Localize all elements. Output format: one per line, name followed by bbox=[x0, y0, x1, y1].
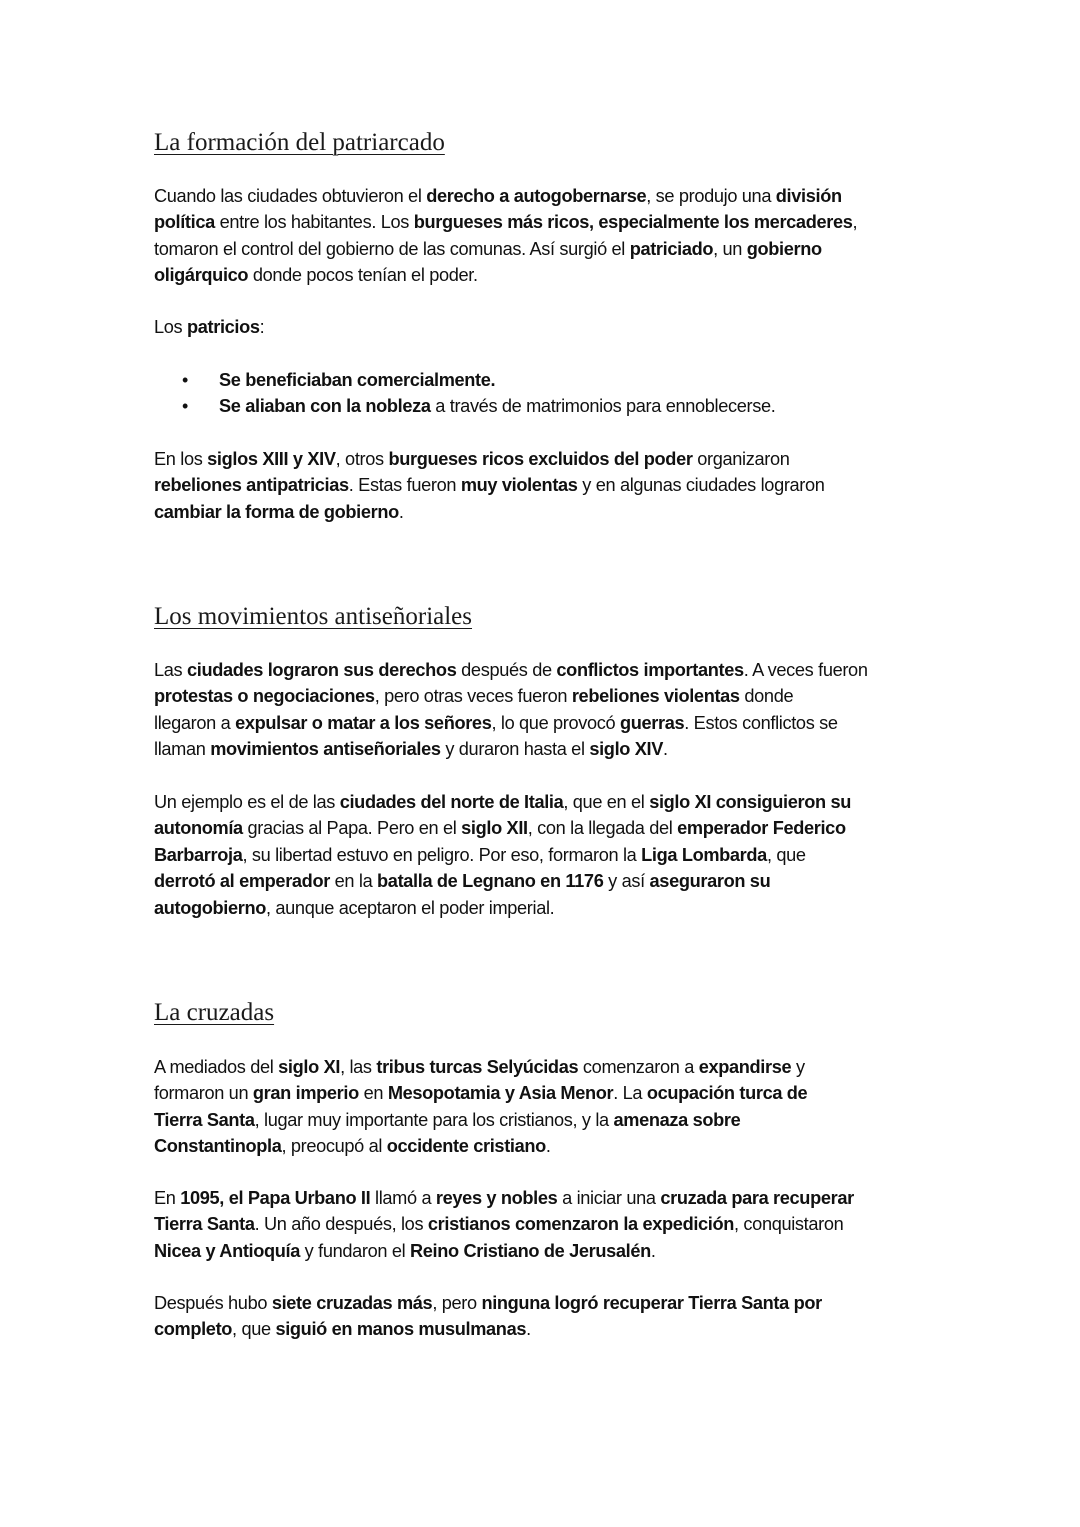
paragraph bbox=[154, 314, 264, 340]
text-line bbox=[154, 209, 857, 235]
text-line bbox=[154, 1080, 807, 1106]
text: , bbox=[852, 212, 858, 233]
bold-text: Tierra Santa bbox=[154, 1214, 255, 1235]
bold-text: aseguraron su bbox=[649, 871, 771, 892]
text-line bbox=[154, 1133, 807, 1159]
text-line bbox=[154, 183, 857, 209]
bold-text: Se aliaban con la nobleza bbox=[219, 396, 431, 417]
text: Las bbox=[154, 660, 187, 680]
text: . bbox=[650, 1240, 656, 1261]
text: . bbox=[526, 1319, 531, 1340]
paragraph bbox=[154, 789, 851, 921]
bold-text: siglo XI bbox=[278, 1057, 341, 1077]
bold-text: burgueses ricos excluidos del poder bbox=[388, 449, 693, 469]
text-line bbox=[154, 446, 825, 472]
text: Cuando las ciudades obtuvieron el bbox=[154, 186, 427, 206]
bold-text: autogobierno bbox=[154, 897, 266, 918]
text: , que bbox=[766, 844, 806, 865]
text: Los bbox=[154, 317, 187, 337]
text-line bbox=[154, 657, 868, 683]
text: , con la llegada del bbox=[527, 818, 678, 839]
bullet-list bbox=[154, 367, 775, 420]
bold-text: derrotó al emperador bbox=[154, 871, 330, 892]
text: en la bbox=[329, 871, 378, 892]
text: y en algunas ciudades lograron bbox=[577, 475, 825, 496]
bold-text: expulsar o matar a los señores bbox=[235, 712, 492, 733]
bold-text: cristianos comenzaron la expedición bbox=[427, 1214, 735, 1235]
bold-text: ciudades lograron sus derechos bbox=[186, 660, 457, 680]
bold-text: burgueses más ricos, especialmente los mercaderes bbox=[413, 212, 853, 233]
bold-text: cambiar la forma de gobierno bbox=[154, 501, 399, 522]
bold-text: Se beneficiaban comercialmente. bbox=[219, 370, 496, 390]
text: . bbox=[545, 1136, 551, 1157]
bold-text: Reino Cristiano de Jerusalén bbox=[410, 1240, 651, 1261]
paragraph bbox=[154, 183, 857, 289]
text: , que bbox=[232, 1319, 276, 1340]
bold-text: Liga Lombarda bbox=[641, 844, 767, 865]
text: tomaron el control del gobierno de las comunas. Así surgió el bbox=[154, 238, 630, 259]
paragraph bbox=[154, 1290, 822, 1343]
text-line bbox=[154, 842, 851, 868]
text-line bbox=[154, 262, 857, 288]
text-line bbox=[154, 1290, 822, 1316]
text: , aunque aceptaron el poder imperial. bbox=[266, 897, 555, 918]
text: . bbox=[663, 739, 668, 760]
bold-text: guerras bbox=[620, 712, 685, 733]
text: organizaron bbox=[692, 449, 790, 469]
text: llamó a bbox=[370, 1188, 436, 1208]
text: . Estos conflictos se bbox=[684, 712, 838, 733]
text: Después hubo bbox=[154, 1293, 272, 1313]
bold-text: ocupación turca de bbox=[646, 1083, 808, 1104]
bold-text: Nicea y Antioquía bbox=[154, 1240, 300, 1261]
bold-text: siguió en manos musulmanas bbox=[275, 1319, 527, 1340]
bold-text: siglo XI consiguieron su bbox=[649, 792, 851, 812]
text: , preocupó al bbox=[281, 1136, 387, 1157]
bold-text: siglos XIII y XIV bbox=[207, 449, 336, 469]
text: llegaron a bbox=[154, 712, 236, 733]
bold-text: rebeliones antipatricias bbox=[154, 475, 349, 496]
bold-text: política bbox=[154, 212, 215, 233]
bold-text: siglo XII bbox=[461, 818, 528, 839]
text: entre los habitantes. Los bbox=[214, 212, 414, 233]
text: Un ejemplo es el de las bbox=[154, 792, 340, 812]
text-line bbox=[154, 236, 857, 262]
bullet-icon: • bbox=[182, 396, 188, 417]
text: En bbox=[154, 1188, 181, 1208]
text: , otros bbox=[335, 449, 389, 469]
bold-text: protestas o negociaciones bbox=[154, 686, 375, 707]
bold-text: expandirse bbox=[698, 1057, 792, 1077]
bold-text: autonomía bbox=[154, 818, 243, 839]
bold-text: ciudades del norte de Italia bbox=[339, 792, 564, 812]
text: . bbox=[398, 501, 404, 522]
bold-text: rebeliones violentas bbox=[571, 686, 740, 707]
text: , que en el bbox=[563, 792, 650, 812]
bullet-icon: • bbox=[182, 370, 188, 390]
paragraph bbox=[154, 657, 868, 763]
bold-text: batalla de Legnano en 1176 bbox=[377, 871, 604, 892]
text-line bbox=[154, 736, 868, 762]
bold-text: Mesopotamia y Asia Menor bbox=[387, 1083, 614, 1104]
text: donde pocos tenían el poder. bbox=[248, 265, 478, 286]
text: y duraron hasta el bbox=[440, 739, 590, 760]
bold-text: derecho a autogobernarse bbox=[426, 186, 647, 206]
text: después de bbox=[456, 660, 557, 680]
bold-text: oligárquico bbox=[154, 265, 249, 286]
text: gracias al Papa. Pero en el bbox=[242, 818, 462, 839]
text: comenzaron a bbox=[578, 1057, 699, 1077]
text: y fundaron el bbox=[299, 1240, 410, 1261]
bold-text: gobierno bbox=[746, 238, 822, 259]
text: , las bbox=[340, 1057, 377, 1077]
text-line bbox=[154, 499, 825, 525]
text: : bbox=[259, 317, 265, 337]
text: . A veces fueron bbox=[743, 660, 868, 680]
bold-text: Barbarroja bbox=[154, 844, 243, 865]
text-line bbox=[154, 683, 868, 709]
text: , un bbox=[713, 238, 747, 259]
bullet-item bbox=[154, 393, 775, 419]
section-heading: La cruzadas bbox=[154, 999, 275, 1026]
text-line bbox=[154, 1107, 807, 1133]
paragraph bbox=[154, 1185, 854, 1264]
text-line bbox=[154, 1185, 854, 1211]
bold-text: cruzada para recuperar bbox=[660, 1188, 854, 1208]
text: llaman bbox=[154, 739, 211, 760]
text: a través de matrimonios para ennoblecerse. bbox=[430, 396, 776, 417]
text-line bbox=[154, 1238, 854, 1264]
bold-text: 1095, el Papa Urbano II bbox=[180, 1188, 371, 1208]
bold-text: reyes y nobles bbox=[435, 1188, 558, 1208]
bold-text: movimientos antiseñoriales bbox=[210, 739, 441, 760]
text: , lugar muy importante para los cristianos, y la bbox=[254, 1109, 614, 1130]
text: , su libertad estuvo en peligro. Por eso, formaron la bbox=[242, 844, 642, 865]
text: formaron un bbox=[154, 1083, 253, 1104]
text-line bbox=[154, 815, 851, 841]
text-line bbox=[154, 1211, 854, 1237]
bold-text: gran imperio bbox=[252, 1083, 359, 1104]
bullet-item bbox=[154, 367, 775, 393]
bold-text: patricios bbox=[186, 317, 260, 337]
text: En los bbox=[154, 449, 208, 469]
text: A mediados del bbox=[154, 1057, 279, 1077]
text-line bbox=[154, 472, 825, 498]
bold-text: emperador Federico bbox=[677, 818, 846, 839]
bold-text: siglo XIV bbox=[589, 739, 664, 760]
text: a iniciar una bbox=[557, 1188, 661, 1208]
text: , lo que provocó bbox=[491, 712, 620, 733]
text-line bbox=[154, 868, 851, 894]
paragraph bbox=[154, 446, 825, 525]
text-line bbox=[154, 1054, 807, 1080]
text: . La bbox=[613, 1083, 647, 1104]
text: , pero bbox=[432, 1293, 482, 1313]
bold-text: patriciado bbox=[629, 238, 714, 259]
bold-text: división bbox=[775, 186, 842, 206]
text-line bbox=[154, 314, 264, 340]
bold-text: Constantinopla bbox=[154, 1136, 282, 1157]
text-line bbox=[154, 789, 851, 815]
bold-text: muy violentas bbox=[460, 475, 578, 496]
text: , pero otras veces fueron bbox=[374, 686, 572, 707]
bold-text: conflictos importantes bbox=[556, 660, 744, 680]
section-heading: Los movimientos antiseñoriales bbox=[154, 603, 473, 630]
text: . Un año después, los bbox=[254, 1214, 428, 1235]
text: , se produjo una bbox=[646, 186, 776, 206]
text: , conquistaron bbox=[734, 1214, 844, 1235]
bold-text: tribus turcas Selyúcidas bbox=[376, 1057, 579, 1077]
bold-text: siete cruzadas más bbox=[271, 1293, 433, 1313]
paragraph bbox=[154, 1054, 807, 1160]
bold-text: ninguna logró recuperar Tierra Santa por bbox=[481, 1293, 822, 1313]
bold-text: completo bbox=[154, 1319, 233, 1340]
text: en bbox=[358, 1083, 388, 1104]
bold-text: occidente cristiano bbox=[386, 1136, 546, 1157]
section-heading: La formación del patriarcado bbox=[154, 129, 445, 156]
bold-text: Tierra Santa bbox=[154, 1109, 255, 1130]
text: donde bbox=[739, 686, 794, 707]
text-line bbox=[154, 1316, 822, 1342]
text: y bbox=[791, 1057, 805, 1077]
text-line bbox=[154, 710, 868, 736]
text-line bbox=[154, 895, 851, 921]
text: y así bbox=[603, 871, 650, 892]
text: . Estas fueron bbox=[348, 475, 461, 496]
bold-text: amenaza sobre bbox=[613, 1109, 741, 1130]
